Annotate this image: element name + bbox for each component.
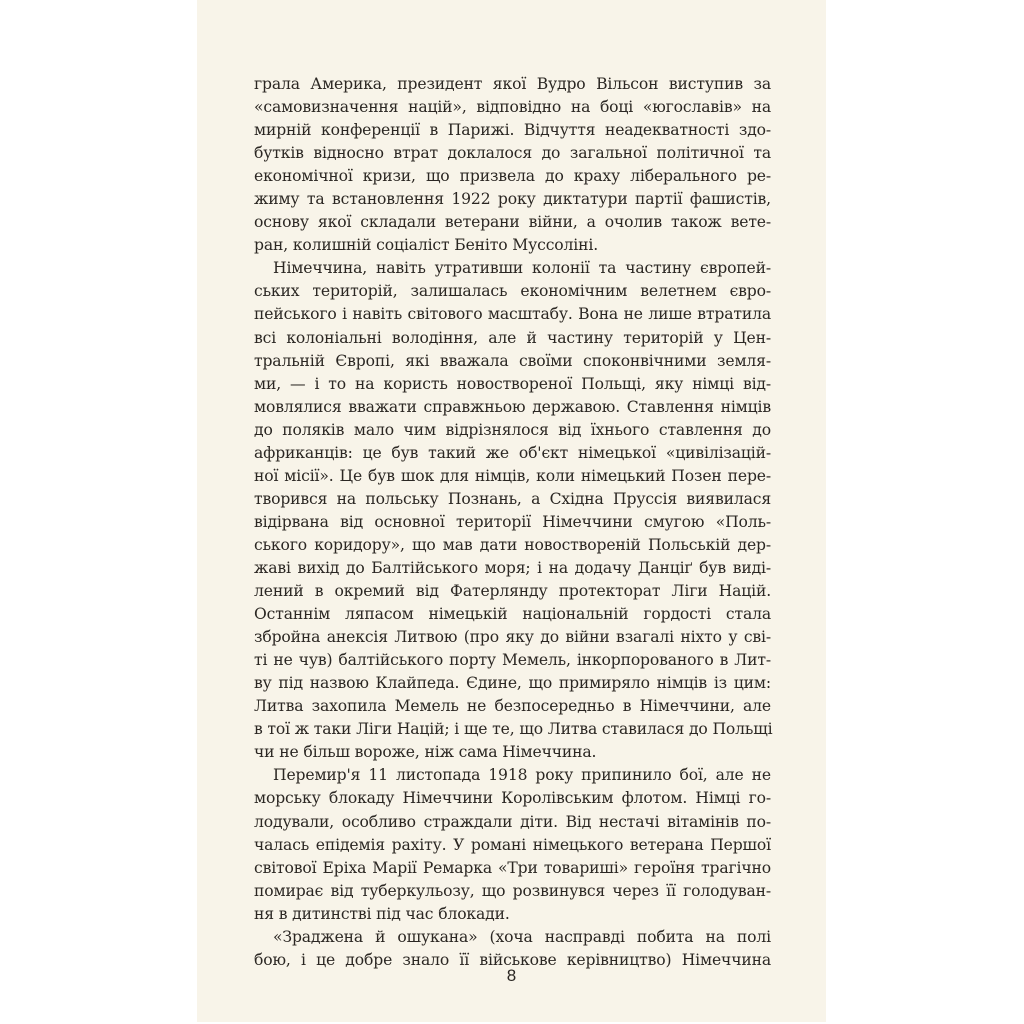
paragraph: [254, 257, 771, 764]
text-line: ті не чув) балтійського порту Мемель, інкорпорованого в Лит-: [254, 651, 771, 670]
body-text: [254, 73, 771, 972]
text-line: бою, і це добре знало її військове керівництво) Німеччина: [254, 950, 771, 969]
text-line: ної місії». Це був шок для німців, коли німецький Позен пере-: [254, 466, 771, 485]
text-line: Німеччина, навіть утративши колонії та частину європей-: [273, 259, 771, 278]
text-line: Останнім ляпасом німецькій національній гордості стала: [254, 605, 771, 624]
text-line: творився на польську Познань, а Східна Пруссія виявилася: [254, 489, 771, 508]
text-line: тральній Європі, які вважала своїми споконвічними земля-: [254, 351, 771, 370]
text-line: економічної кризи, що призвела до краху ліберального ре-: [254, 167, 771, 186]
page-number: 8: [506, 966, 517, 985]
text-line: в тої ж таки Ліги Націй; і ще те, що Литва ставилася до Польщі: [254, 720, 773, 739]
text-line: «Зраджена й ошукана» (хоча насправді побита на полі: [273, 927, 771, 946]
text-line: грала Америка, президент якої Вудро Вільсон виступив за: [254, 75, 771, 93]
text-line: ня в дитинстві під час блокади.: [254, 904, 510, 923]
text-line: всі колоніальні володіння, але й частину територій у Цен-: [254, 328, 771, 347]
paragraph: [254, 926, 771, 972]
text-line: африканців: це був такий же об'єкт німецької «цивілізацій-: [254, 443, 771, 462]
paragraph: [254, 764, 771, 925]
text-line: морську блокаду Німеччини Королівським флотом. Німці го-: [254, 789, 771, 808]
text-line: лодували, особливо страждали діти. Від нестачі вітамінів по-: [254, 812, 771, 831]
book-page: [197, 0, 826, 1022]
text-line: бутків відносно втрат доклалося до загальної політичної та: [254, 144, 771, 163]
text-line: «самовизначення націй», відповідно на боці «югославів» на: [254, 98, 771, 117]
text-line: пейського і навіть світового масштабу. Вона не лише втратила: [254, 305, 771, 324]
text-line: ран, колишній соціаліст Беніто Муссоліні.: [254, 236, 599, 255]
text-line: мирній конференції в Парижі. Відчуття неадекватності здо-: [254, 121, 771, 140]
text-line: жаві вихід до Балтійського моря; і на додачу Данціґ був виді-: [254, 558, 771, 577]
text-line: чи не більш вороже, ніж сама Німеччина.: [254, 743, 597, 762]
text-line: лений в окремий від Фатерлянду протекторат Ліги Націй.: [254, 582, 771, 601]
text-line: світової Еріха Марії Ремарка «Три товариші» героїня трагічно: [254, 858, 771, 877]
text-line: Перемир'я 11 листопада 1918 року припинило бої, але не: [273, 766, 771, 785]
text-line: ського коридору», що мав дати новоствореній Польській дер-: [254, 535, 771, 554]
text-line: жиму та встановлення 1922 року диктатури партії фашистів,: [254, 190, 771, 209]
text-line: відірвана від основної території Німеччини смугою «Поль-: [254, 512, 771, 531]
text-line: ми, — і то на користь новоствореної Польщі, яку німці від-: [254, 374, 771, 393]
text-line: чалась епідемія рахіту. У романі німецького ветерана Першої: [254, 835, 771, 854]
text-line: до поляків мало чим відрізнялося від їхнього ставлення до: [254, 420, 771, 439]
text-line: Литва захопила Мемель не безпосередньо в Німеччини, але: [254, 697, 771, 716]
text-line: ву під назвою Клайпеда. Єдине, що примиряло німців із цим:: [254, 674, 771, 693]
text-line: ських територій, залишалась економічним велетнем євро-: [254, 282, 771, 301]
text-line: мовлялися вважати справжньою державою. Ставлення німців: [254, 397, 771, 416]
text-line: основу якої складали ветерани війни, а очолив також вете-: [254, 213, 771, 232]
text-line: збройна анексія Литвою (про яку до війни взагалі ніхто у сві-: [254, 628, 771, 647]
text-line: помирає від туберкульозу, що розвинувся через її голодуван-: [254, 881, 771, 900]
paragraph: [254, 73, 771, 257]
